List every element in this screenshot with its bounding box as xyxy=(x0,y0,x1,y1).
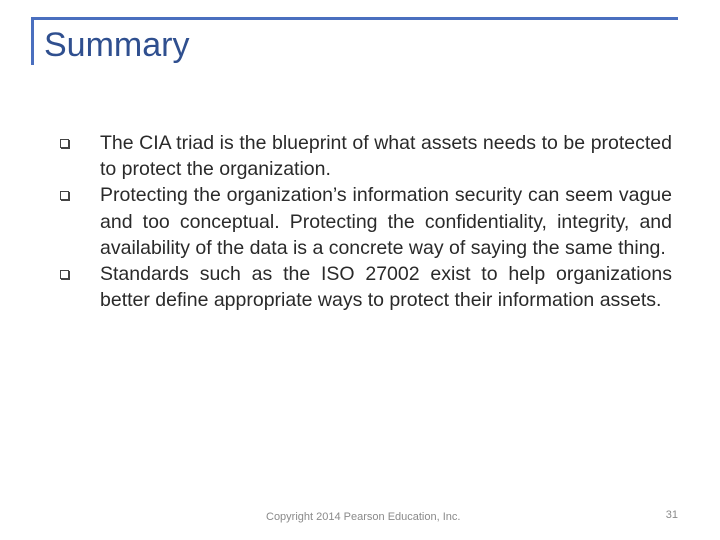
bullet-text: The CIA triad is the blueprint of what assets needs to be protected to protect the organization. xyxy=(100,132,672,181)
bullet-item xyxy=(60,130,672,182)
square-bullet-icon xyxy=(60,191,69,200)
bullet-item xyxy=(60,182,672,261)
bullet-text: Standards such as the ISO 27002 exist to help organizations better define appropriate ways to protect their information assets. xyxy=(100,263,672,312)
square-bullet-icon xyxy=(60,270,69,279)
page-number: 31 xyxy=(665,509,678,521)
bullet-item xyxy=(60,261,672,313)
square-bullet-icon xyxy=(60,139,69,148)
bullet-list xyxy=(60,130,672,313)
copyright-footer: Copyright 2014 Pearson Education, Inc. xyxy=(266,511,461,523)
title-rule-top xyxy=(31,17,678,20)
title-rule-left xyxy=(31,17,34,65)
bullet-text: Protecting the organization’s information security can seem vague and too conceptual. Protecting the confidentiality, integrity, and availability of the data is a concrete way of saying the same thing. xyxy=(100,184,672,259)
slide-title: Summary xyxy=(44,26,190,64)
